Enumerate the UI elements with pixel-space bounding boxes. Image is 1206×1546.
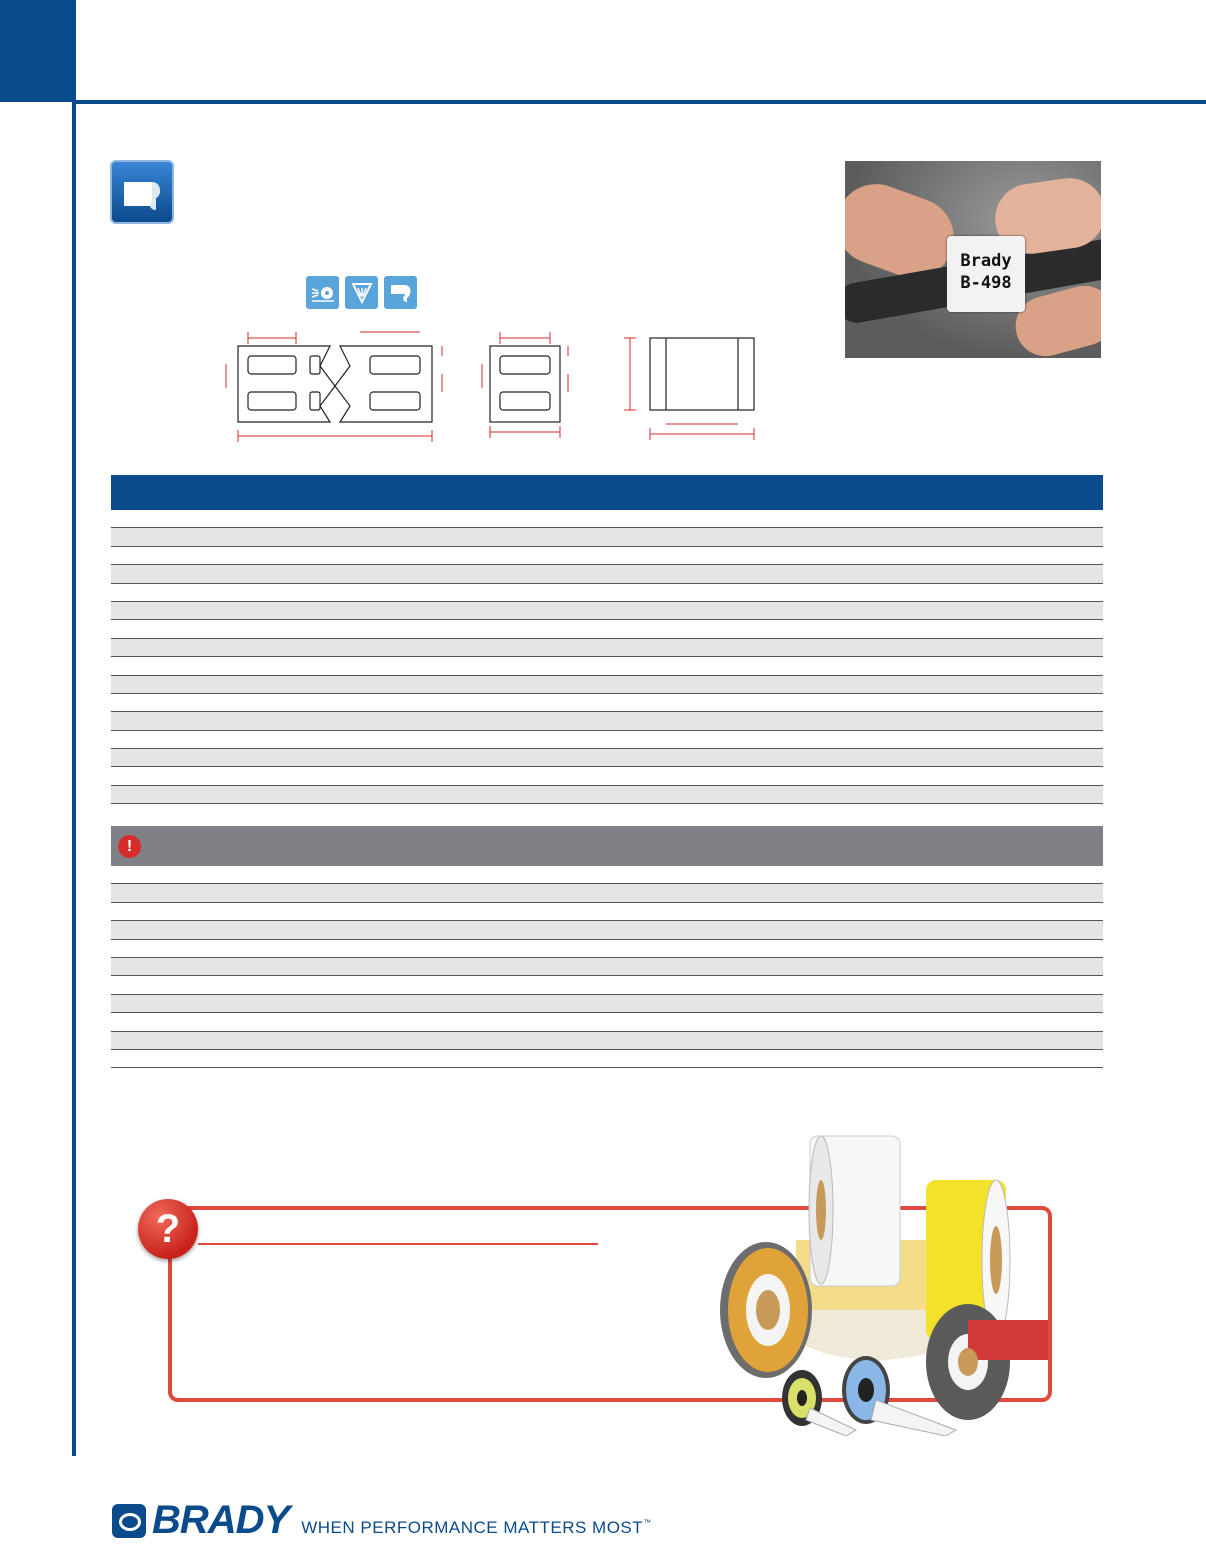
multi-column-label-diagram [238, 346, 432, 422]
table-row [111, 866, 1103, 884]
brand-tagline [301, 1518, 651, 1538]
table-row [111, 749, 1103, 767]
brand-tagline-text: WHEN PERFORMANCE MATTERS MOST [301, 1517, 644, 1537]
table-row [111, 676, 1103, 694]
table-row [111, 565, 1103, 583]
table-row [111, 1050, 1103, 1068]
table-row [111, 620, 1103, 638]
table-row [111, 995, 1103, 1013]
table-row [111, 940, 1103, 958]
table-row [111, 731, 1103, 749]
table-row [111, 602, 1103, 620]
table-row [111, 884, 1103, 902]
brady-logo [112, 1498, 652, 1543]
table-row [111, 1032, 1103, 1050]
table-row [111, 528, 1103, 546]
red-roll [926, 1304, 1048, 1420]
photo-label-line1: Brady [960, 251, 1012, 271]
table-row [111, 657, 1103, 675]
warning-table-body [111, 866, 1103, 1068]
header-rule [76, 100, 1206, 104]
table-row [111, 584, 1103, 602]
continuous-roll-diagram [650, 338, 754, 410]
table-row [111, 547, 1103, 565]
table-row [111, 1013, 1103, 1031]
table-row [111, 694, 1103, 712]
white-roll [809, 1136, 900, 1286]
table-row [111, 639, 1103, 657]
table-row [111, 921, 1103, 939]
product-table-header [111, 475, 1103, 510]
brady-logo-mark [112, 1504, 146, 1538]
photo-wire-label [947, 236, 1025, 312]
label-dimension-diagram [210, 326, 770, 450]
self-laminating-icon [384, 276, 417, 309]
table-row [111, 903, 1103, 921]
table-row [111, 786, 1103, 804]
table-row [111, 958, 1103, 976]
table-row [111, 976, 1103, 994]
thermal-transfer-icon [306, 276, 339, 309]
alert-icon: ! [118, 835, 141, 858]
product-table-body [111, 510, 1103, 804]
label-rolls-photo [706, 1130, 1052, 1436]
chemical-resistance-icon [345, 276, 378, 309]
orange-roll [720, 1242, 812, 1378]
warning-table-header [111, 826, 1103, 866]
brady-wordmark: BRADY [152, 1498, 290, 1542]
continuous-roll-dimension-lines [624, 338, 754, 440]
trademark-symbol: ™ [643, 1517, 652, 1527]
corner-block [0, 0, 76, 102]
feature-icon-row [306, 276, 417, 309]
table-row [111, 510, 1103, 528]
question-icon: ? [138, 1199, 198, 1259]
margin-rule [72, 102, 76, 1456]
table-row [111, 712, 1103, 730]
product-photo [845, 161, 1101, 358]
help-box-rule [198, 1243, 598, 1245]
table-row [111, 767, 1103, 785]
single-column-label-diagram [490, 346, 560, 422]
label-roll-icon [110, 160, 174, 224]
photo-label-line2: B-498 [960, 273, 1012, 293]
